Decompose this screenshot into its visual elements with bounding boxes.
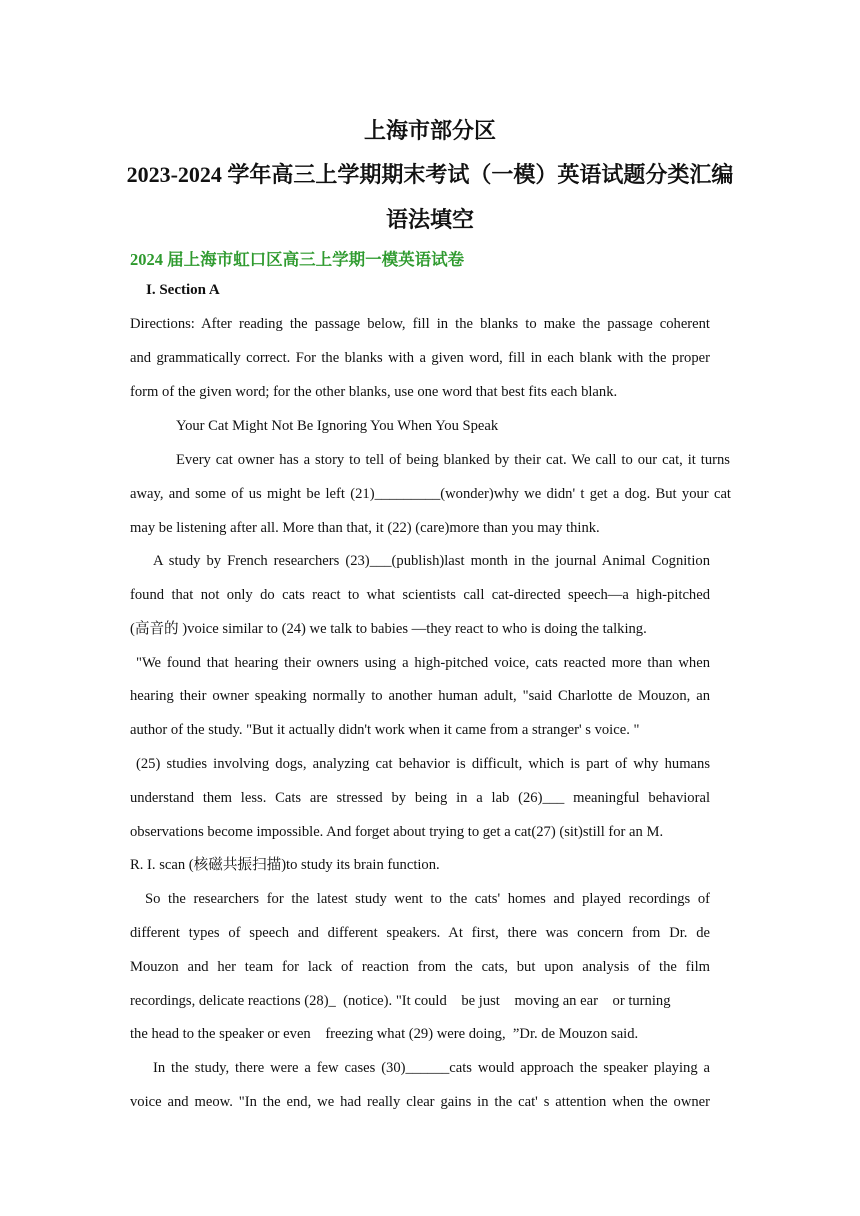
- passage-line: recordings, delicate reactions (28)_ (notice). "It could be just moving an ear or turning: [130, 993, 671, 1009]
- title-line-2: 2023-2024 学年高三上学期期末考试（一模）英语试题分类汇编: [126, 162, 734, 187]
- passage-line: (高音的 )voice similar to (24) we talk to babies —they react to who is doing the talking.: [130, 621, 647, 637]
- passage-line: may be listening after all. More than that, it (22) (care)more than you may think.: [130, 520, 600, 536]
- passage-line: hearing their owner speaking normally to another human adult, "said Charlotte de Mouzon, an: [130, 688, 710, 704]
- passage-line: observations become impossible. And forget about trying to get a cat(27) (sit)still for an M.: [130, 824, 664, 840]
- passage-line: different types of speech and different speakers. At first, there was concern from Dr. de: [130, 925, 710, 941]
- directions-line: and grammatically correct. For the blanks with a given word, fill in each blank with the proper: [130, 350, 710, 366]
- passage-line: (25) studies involving dogs, analyzing cat behavior is difficult, which is part of why humans: [136, 756, 710, 772]
- passage-line: away, and some of us might be left (21)_________(wonder)why we didn' t get a dog. But your cat: [130, 486, 731, 502]
- passage-title: Your Cat Might Not Be Ignoring You When You Speak: [176, 418, 499, 434]
- passage-line: A study by French researchers (23)___(publish)last month in the journal Animal Cognition: [153, 553, 710, 569]
- passage-line: R. I. scan (核磁共振扫描)to study its brain function.: [130, 857, 440, 873]
- title-line-1: 上海市部分区: [363, 118, 496, 143]
- passage-line: Every cat owner has a story to tell of being blanked by their cat. We call to our cat, it turns: [176, 452, 730, 468]
- passage-line: In the study, there were a few cases (30)______cats would approach the speaker playing a: [153, 1060, 710, 1076]
- exam-subheading: 2024 届上海市虹口区高三上学期一模英语试卷: [130, 250, 465, 269]
- passage-line: "We found that hearing their owners using a high-pitched voice, cats reacted more than when: [136, 655, 710, 671]
- passage-line: Mouzon and her team for lack of reaction from the cats, but upon analysis of the film: [130, 959, 710, 975]
- directions-line: form of the given word; for the other blanks, use one word that best fits each blank.: [130, 384, 618, 400]
- passage-line: found that not only do cats react to what scientists call cat-directed speech—a high-pitched: [130, 587, 710, 603]
- title-line-3: 语法填空: [385, 207, 474, 232]
- directions-line: Directions: After reading the passage below, fill in the blanks to make the passage coherent: [130, 316, 710, 332]
- passage-line: the head to the speaker or even freezing what (29) were doing, ”Dr. de Mouzon said.: [130, 1026, 639, 1042]
- passage-line: author of the study. "But it actually didn't work when it came from a stranger' s voice. ": [130, 722, 640, 738]
- section-label: I. Section A: [146, 282, 220, 298]
- passage-line: voice and meow. "In the end, we had really clear gains in the cat' s attention when the owner: [130, 1094, 710, 1110]
- passage-line: So the researchers for the latest study went to the cats' homes and played recordings of: [145, 891, 710, 907]
- passage-line: understand them less. Cats are stressed by being in a lab (26)___ meaningful behavioral: [130, 790, 710, 806]
